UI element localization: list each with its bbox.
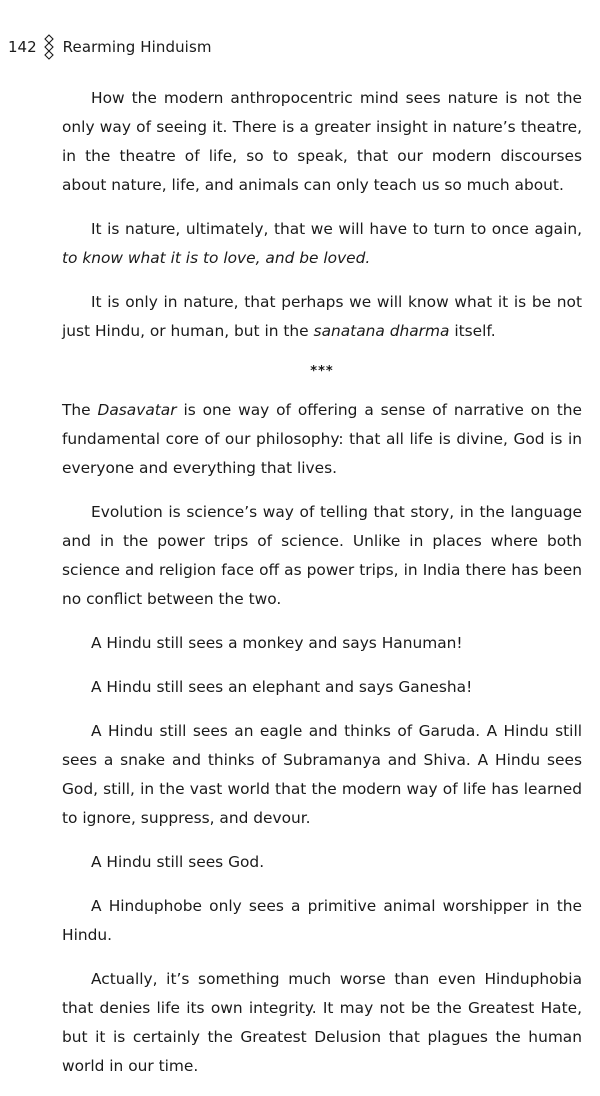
paragraph-7: A Hindu still sees an elephant and says Ganesha! [91,678,473,696]
running-header [8,34,212,60]
paragraph-2-italic: to know what it is to love, and be loved. [62,249,371,267]
paragraph-3-italic: sanatana dharma [313,322,450,340]
paragraph-3-text-a: It is only in nature, that perhaps we will know what it is be not just Hindu, or human, but in the [62,293,582,340]
paragraph-2 [62,215,582,273]
paragraph-4-text-c: is one way of offering a sense of narrative on the fundamental core of our philosophy: that all life is divine, God is in everyone and everything that lives. [62,401,582,477]
paragraph-1: How the modern anthropocentric mind sees nature is not the only way of seeing it. There is a greater insight in nature’s theatre, in the theatre of life, so to speak, that our modern discourses about nature, life, and animals can only teach us so much about. [62,89,582,194]
section-break-asterism: *** [310,364,334,379]
paragraph-8: A Hindu still sees an eagle and thinks of Garuda. A Hindu still sees a snake and thinks of Subramanya and Shiva. A Hindu sees God, still, in the vast world that the modern way of life has learned to ignore, suppress, and devour. [62,722,582,827]
page-number: 142 [8,38,37,56]
paragraph-4-text-a: The [62,401,91,419]
running-title: Rearming Hinduism [62,38,212,56]
paragraph-4-italic: Dasavatar [97,401,177,419]
paragraph-5: Evolution is science’s way of telling that story, in the language and in the power trips of science. Unlike in places where both science and religion face off as power trips, in India there has been no conflict between the two. [62,503,582,608]
paragraph-4 [62,396,582,483]
body-text [62,84,582,1096]
triple-diamond-ornament-icon [43,34,55,60]
paragraph-2-text: It is nature, ultimately, that we will have to turn to once again, [91,220,582,238]
paragraph-3 [62,288,582,346]
paragraph-11: Actually, it’s something much worse than even Hinduphobia that denies life its own integrity. It may not be the Greatest Hate, but it is certainly the Greatest Delusion that plagues the human world in our time. [62,970,582,1075]
paragraph-10: A Hinduphobe only sees a primitive animal worshipper in the Hindu. [62,897,582,944]
paragraph-9: A Hindu still sees God. [91,853,265,871]
paragraph-3-text-c: itself. [454,322,496,340]
paragraph-6: A Hindu still sees a monkey and says Hanuman! [91,634,463,652]
